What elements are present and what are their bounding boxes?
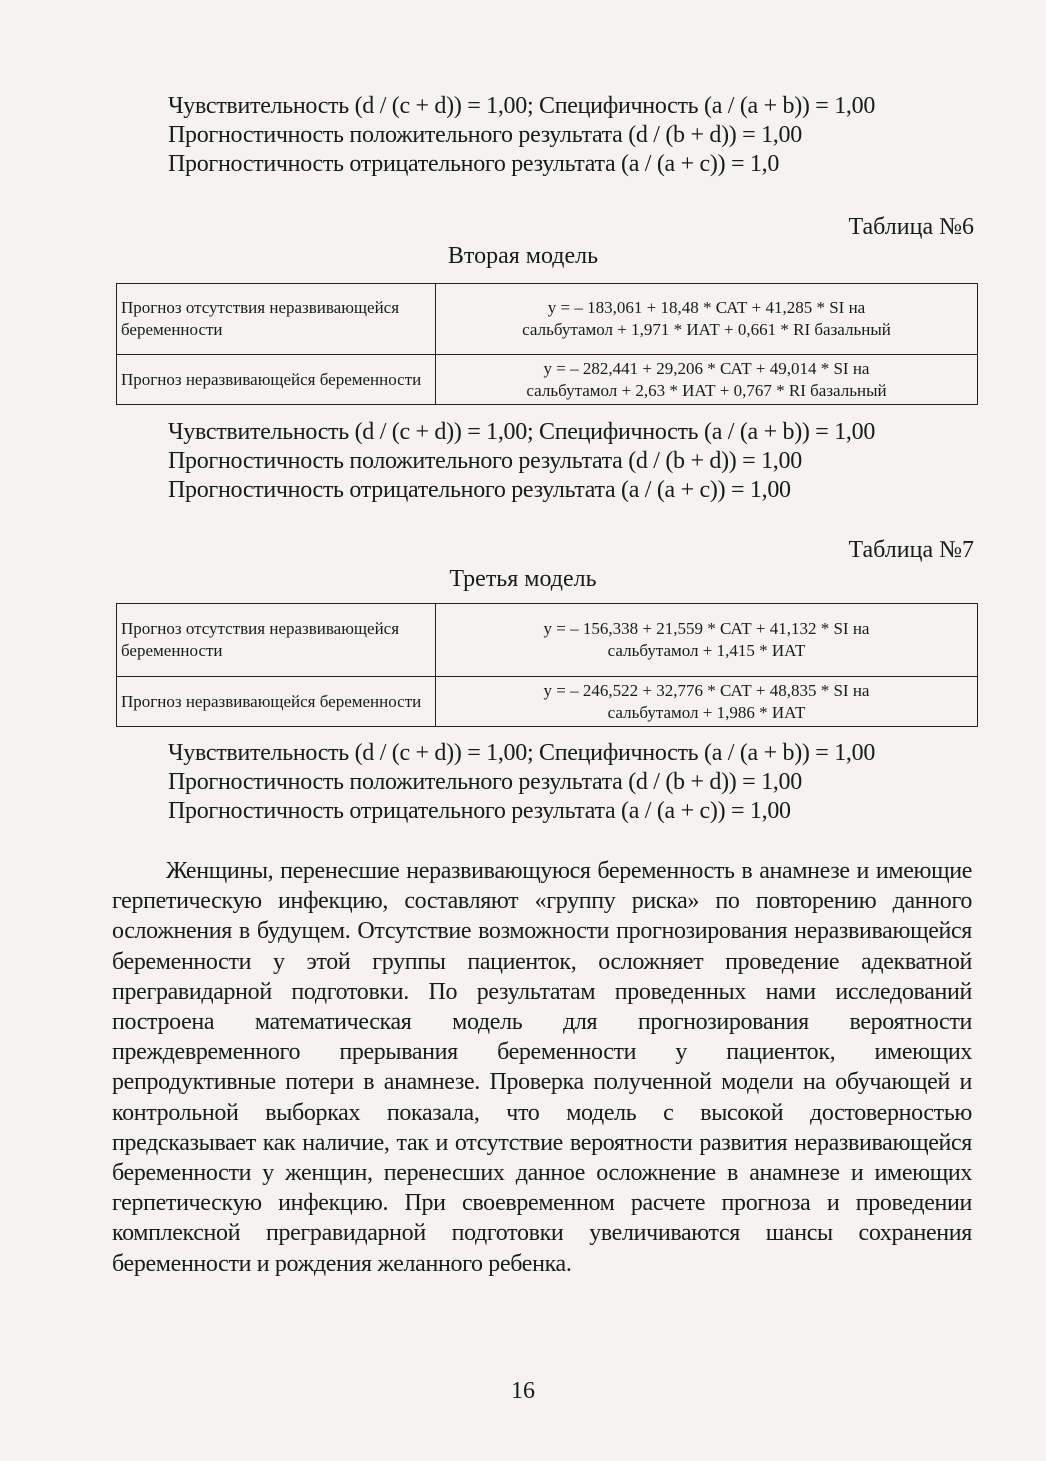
stats-block-2 xyxy=(168,418,875,505)
table-7-title: Третья модель xyxy=(449,566,597,592)
formula-line: y = – 246,522 + 32,776 * САТ + 48,835 * SI на xyxy=(543,680,870,700)
stats-block-1 xyxy=(168,92,875,179)
table-7 xyxy=(116,603,978,727)
table-cell-formula xyxy=(436,284,978,355)
positive-predictive-line: Прогностичность положительного результата (d / (b + d)) = 1,00 xyxy=(168,448,802,474)
negative-predictive-line: Прогностичность отрицательного результата (a / (a + c)) = 1,00 xyxy=(168,477,791,503)
table-cell-label: Прогноз отсутствия неразвивающейся беременности xyxy=(117,604,436,677)
positive-predictive-line: Прогностичность положительного результата (d / (b + d)) = 1,00 xyxy=(168,769,802,795)
negative-predictive-line: Прогностичность отрицательного результата (a / (a + c)) = 1,0 xyxy=(168,151,780,177)
table-row xyxy=(117,604,978,677)
table-cell-label: Прогноз отсутствия неразвивающейся беременности xyxy=(117,284,436,355)
table-6-title: Вторая модель xyxy=(447,243,599,269)
table-row xyxy=(117,677,978,727)
formula-line: y = – 183,061 + 18,48 * САТ + 41,285 * SI на xyxy=(547,298,866,317)
stats-block-3 xyxy=(168,739,875,826)
formula-line: сальбутамол + 1,986 * ИАТ xyxy=(607,702,806,722)
formula-line: y = – 282,441 + 29,206 * САТ + 49,014 * SI на xyxy=(543,358,870,378)
sensitivity-specificity-line: Чувствительность (d / (c + d)) = 1,00; Специфичность (a / (a + b)) = 1,00 xyxy=(168,93,876,119)
formula-line: сальбутамол + 1,971 * ИАТ + 0,661 * RI базальный xyxy=(522,320,891,339)
formula-line: y = – 156,338 + 21,559 * САТ + 41,132 * SI на xyxy=(543,619,870,638)
table-6 xyxy=(116,283,978,405)
positive-predictive-line: Прогностичность положительного результата (d / (b + d)) = 1,00 xyxy=(168,122,802,148)
body-paragraph xyxy=(112,856,972,1279)
table-cell-formula xyxy=(436,604,978,677)
table-cell-label: Прогноз неразвивающейся беременности xyxy=(117,677,436,727)
table-cell-formula xyxy=(436,355,978,405)
sensitivity-specificity-line: Чувствительность (d / (c + d)) = 1,00; Специфичность (a / (a + b)) = 1,00 xyxy=(168,740,876,766)
negative-predictive-line: Прогностичность отрицательного результата (a / (a + c)) = 1,00 xyxy=(168,798,791,824)
table-7-number: Таблица №7 xyxy=(848,537,974,563)
sensitivity-specificity-line: Чувствительность (d / (c + d)) = 1,00; Специфичность (a / (a + b)) = 1,00 xyxy=(168,419,876,445)
paragraph-text: Женщины, перенесшие неразвивающуюся беременность в анамнезе и имеющие герпетическую инфекцию, составляют «группу риска» по повторению данного осложнения в будущем. Отсутствие возможности прогнозирования неразвивающейся беременности у этой группы пациенток, осложняет проведение адекватной прегравидарной подготовки. По результатам проведенных нами исследований построена математическая модель для прогнозирования вероятности преждевременного прерывания беременности у пациенток, имеющих репродуктивные потери в анамнезе. Проверка полученной модели на обучающей и контрольной выборках показала, что модель с высокой достоверностью предсказывает как наличие, так и отсутствие вероятности развития неразвивающейся беременности у женщин, перенесших данное осложнение в анамнезе и имеющих герпетическую инфекцию. При своевременном расчете прогноза и проведении комплексной прегравидарной подготовки увеличиваются шансы сохранения беременности и рождения желанного ребенка. xyxy=(112,858,972,1277)
formula-line: сальбутамол + 1,415 * ИАТ xyxy=(607,641,806,660)
page-number: 16 xyxy=(511,1378,535,1404)
table-6-number: Таблица №6 xyxy=(848,214,974,240)
table-row xyxy=(117,355,978,405)
table-cell-label: Прогноз неразвивающейся беременности xyxy=(117,355,436,405)
formula-line: сальбутамол + 2,63 * ИАТ + 0,767 * RI базальный xyxy=(526,380,887,400)
table-cell-formula xyxy=(436,677,978,727)
table-row xyxy=(117,284,978,355)
